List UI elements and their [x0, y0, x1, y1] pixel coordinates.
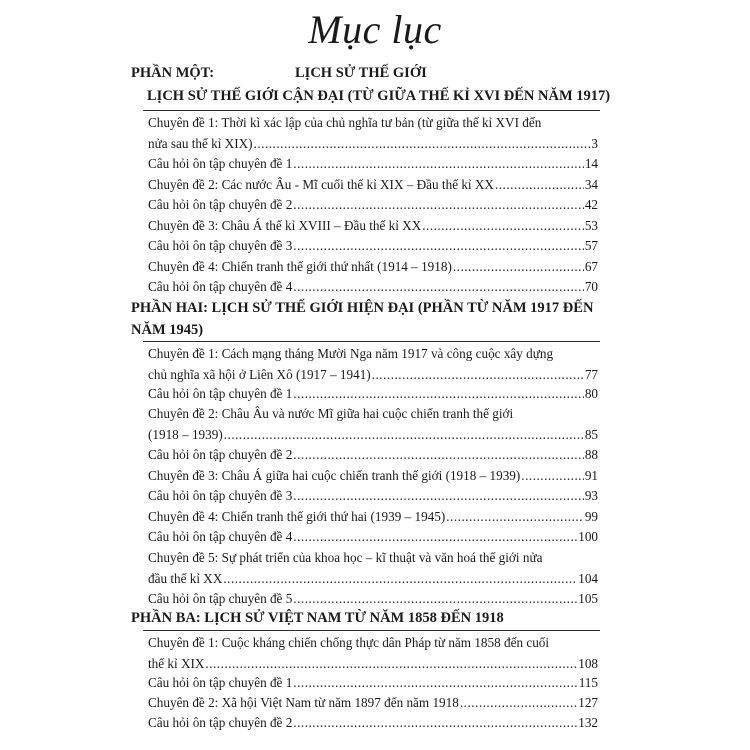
entry-title: Câu hỏi ôn tập chuyên đề 2: [148, 197, 293, 212]
toc-entry[interactable]: [148, 548, 598, 589]
leader-dots: [205, 654, 577, 675]
toc-entry[interactable]: [148, 277, 598, 298]
entry-page: 93: [584, 488, 598, 503]
toc-entry[interactable]: [148, 633, 598, 674]
entry-title-first: Chuyên đề 2: Châu Âu và nước Mĩ giữa hai cuộc chiến tranh thế giới: [148, 406, 514, 421]
entry-title: Chuyên đề 2: Xã hội Việt Nam từ năm 1897 đến năm 1918: [148, 695, 459, 710]
leader-dots: [446, 507, 584, 528]
entry-page: 132: [578, 715, 598, 730]
section-divider: [143, 110, 600, 111]
leader-dots: [224, 425, 584, 446]
leader-dots: [293, 236, 584, 257]
entry-title: Câu hỏi ôn tập chuyên đề 4: [148, 529, 293, 544]
leader-dots: [223, 569, 577, 590]
entry-page: 105: [578, 591, 598, 606]
entry-page: 99: [584, 509, 598, 524]
leader-dots: [293, 195, 584, 216]
entry-page: 85: [584, 426, 598, 442]
leader-dots: [254, 134, 591, 155]
leader-dots: [372, 365, 584, 386]
entry-title: Chuyên đề 4: Chiến tranh thế giới thứ hai (1939 – 1945): [148, 509, 446, 524]
toc-entry[interactable]: [148, 236, 598, 257]
toc-entry[interactable]: [148, 673, 598, 694]
entry-title: nửa sau thế kỉ XIX): [148, 135, 253, 151]
leader-dots: [293, 384, 584, 405]
entry-title: thế kỉ XIX: [148, 655, 205, 671]
entry-title: Chuyên đề 2: Các nước Âu - Mĩ cuối thế kỉ XIX – Đầu thế kỉ XX: [148, 177, 494, 192]
entry-page: 57: [584, 238, 598, 253]
leader-dots: [521, 466, 584, 487]
entry-page: 80: [584, 386, 598, 401]
part-one-label: PHẦN MỘT:: [131, 65, 215, 81]
entry-title: Câu hỏi ôn tập chuyên đề 3: [148, 488, 293, 503]
leader-dots: [460, 693, 577, 714]
entry-title: đầu thế kỉ XX: [148, 570, 223, 586]
toc-entry[interactable]: [148, 527, 598, 548]
entry-title: Câu hỏi ôn tập chuyên đề 4: [148, 279, 293, 294]
leader-dots: [293, 713, 577, 734]
entry-page: 67: [584, 259, 598, 274]
entry-page: 14: [584, 156, 598, 171]
toc-entry[interactable]: [148, 195, 598, 216]
entry-page: 34: [584, 177, 598, 192]
leader-dots: [422, 216, 584, 237]
toc-entry[interactable]: [148, 713, 598, 734]
toc-entry[interactable]: [148, 404, 598, 445]
entry-title: Chuyên đề 3: Châu Á giữa hai cuộc chiến tranh thế giới (1918 – 1939): [148, 468, 521, 483]
part-two-heading: PHẦN HAI: LỊCH SỬ THẾ GIỚI HIỆN ĐẠI (PHẦN TỪ NĂM 1917 ĐẾN NĂM 1945): [131, 300, 594, 338]
entry-title-first: Chuyên đề 5: Sự phát triển của khoa học – kĩ thuật và văn hoá thế giới nửa: [148, 550, 543, 565]
entry-page: 104: [578, 570, 598, 586]
toc-entry[interactable]: [148, 113, 598, 154]
entry-title-first: Chuyên đề 1: Thời kì xác lập của chủ nghĩa tư bản (từ giữa thế kỉ XVI đến: [148, 115, 542, 130]
leader-dots: [293, 486, 584, 507]
entry-page: 42: [584, 197, 598, 212]
entry-page: 127: [578, 695, 598, 710]
section-divider: [143, 630, 600, 631]
toc-entry[interactable]: [148, 507, 598, 528]
toc-entry[interactable]: [148, 445, 598, 466]
entry-title: (1918 – 1939): [148, 426, 223, 442]
entry-page: 108: [578, 655, 598, 671]
entry-page: 53: [584, 218, 598, 233]
toc-entry[interactable]: [148, 693, 598, 714]
entry-title: Chuyên đề 3: Châu Á thế kỉ XVIII – Đầu thế kỉ XX: [148, 218, 422, 233]
entry-page: 77: [584, 366, 598, 382]
entry-page: 100: [578, 529, 598, 544]
entry-page: 88: [584, 447, 598, 462]
leader-dots: [293, 527, 577, 548]
leader-dots: [293, 673, 577, 694]
section-divider: [143, 341, 600, 342]
part-three-heading: PHẦN BA: LỊCH SỬ VIỆT NAM TỪ NĂM 1858 ĐẾN 1918: [131, 610, 504, 626]
toc-entry[interactable]: [148, 486, 598, 507]
entry-title: Câu hỏi ôn tập chuyên đề 1: [148, 386, 293, 401]
entry-title: Câu hỏi ôn tập chuyên đề 5: [148, 591, 293, 606]
toc-entry[interactable]: [148, 257, 598, 278]
entry-title: chủ nghĩa xã hội ở Liên Xô (1917 – 1941): [148, 366, 371, 382]
part-one-subtitle: LỊCH SỬ THẾ GIỚI CẬN ĐẠI (TỪ GIỮA THẾ KỈ XVI ĐẾN NĂM 1917): [147, 88, 611, 104]
leader-dots: [453, 257, 584, 278]
entry-page: 91: [584, 468, 598, 483]
leader-dots: [293, 154, 584, 175]
page-title: Mục lục: [308, 7, 442, 52]
toc-entry[interactable]: [148, 175, 598, 196]
leader-dots: [293, 277, 584, 298]
entry-page: 70: [584, 279, 598, 294]
leader-dots: [495, 175, 584, 196]
toc-entry[interactable]: [148, 344, 598, 385]
toc-entry[interactable]: [148, 154, 598, 175]
toc-entry[interactable]: [148, 216, 598, 237]
leader-dots: [293, 445, 584, 466]
entry-title: Câu hỏi ôn tập chuyên đề 1: [148, 675, 293, 690]
entry-title: Câu hỏi ôn tập chuyên đề 2: [148, 715, 293, 730]
toc-entry[interactable]: [148, 384, 598, 405]
entry-title-first: Chuyên đề 1: Cuộc kháng chiến chống thực dân Pháp từ năm 1858 đến cuối: [148, 635, 550, 650]
entry-page: 3: [591, 135, 598, 151]
entry-title: Câu hỏi ôn tập chuyên đề 3: [148, 238, 293, 253]
entry-page: 115: [578, 675, 598, 690]
entry-title: Chuyên đề 4: Chiến tranh thế giới thứ nhất (1914 – 1918): [148, 259, 452, 274]
entry-title: Câu hỏi ôn tập chuyên đề 1: [148, 156, 293, 171]
entry-title: Câu hỏi ôn tập chuyên đề 2: [148, 447, 293, 462]
entry-title-first: Chuyên đề 1: Cách mạng tháng Mười Nga năm 1917 và công cuộc xây dựng: [148, 346, 554, 361]
part-one-name: LỊCH SỬ THẾ GIỚI: [295, 65, 427, 81]
toc-entry[interactable]: [148, 466, 598, 487]
